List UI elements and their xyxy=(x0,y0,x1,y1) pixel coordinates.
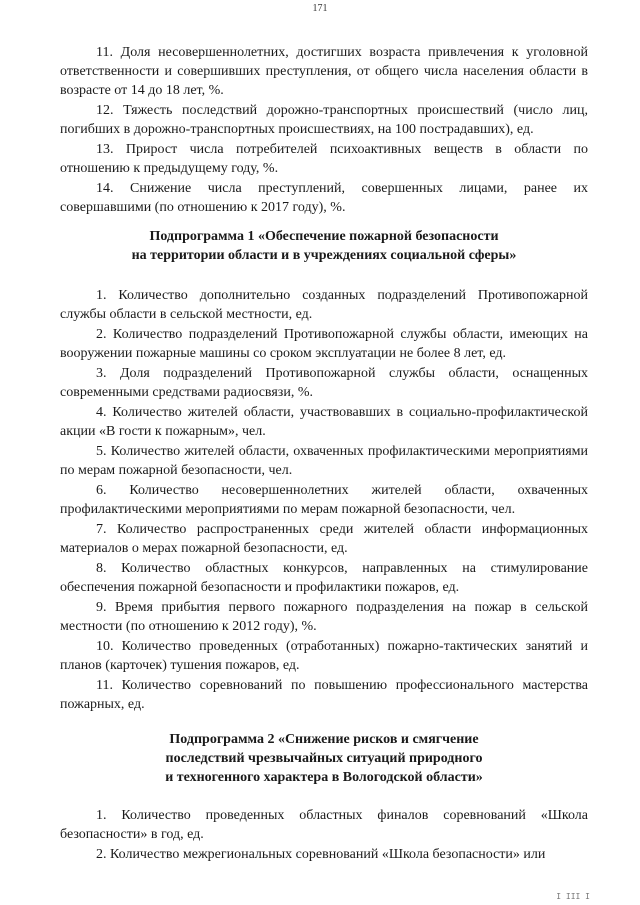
heading-line: и техногенного характера в Вологодской области» xyxy=(165,770,483,785)
list-item: 13. Прирост числа потребителей психоактивных веществ в области по отношению к предыдущему году, %. xyxy=(60,142,588,176)
list-item: 9. Время прибытия первого пожарного подразделения на пожар в сельской местности (по отношению к 2012 году), %. xyxy=(60,600,588,634)
document-body xyxy=(60,43,588,865)
list-item: 1. Количество дополнительно созданных подразделений Противопожарной службы области в сельской местности, ед. xyxy=(60,288,588,322)
subprogram-1-list xyxy=(60,286,588,714)
subprogram-2-heading xyxy=(60,730,588,787)
list-item: 11. Доля несовершеннолетних, достигших возраста привлечения к уголовной ответственности и совершивших преступления, от общего числа населения области в возрасте от 14 до 18 лет, %. xyxy=(60,45,588,98)
list-item: 2. Количество межрегиональных соревнований «Школа безопасности» или xyxy=(96,847,546,862)
section-0-list xyxy=(60,43,588,217)
heading-line: на территории области и в учреждениях социальной сферы» xyxy=(131,248,517,263)
list-item: 5. Количество жителей области, охваченных профилактическими мероприятиями по мерам пожарной безопасности, чел. xyxy=(60,444,588,478)
list-item: 6. Количество несовершеннолетних жителей области, охваченных профилактическими мероприятиями по мерам пожарной безопасности, чел. xyxy=(60,483,588,517)
list-item: 10. Количество проведенных (отработанных) пожарно-тактических занятий и планов (карточек) тушения пожаров, ед. xyxy=(60,639,588,673)
subprogram-1-heading xyxy=(60,227,588,265)
heading-line: Подпрограмма 1 «Обеспечение пожарной безопасности xyxy=(149,229,499,244)
scan-mark: I III I xyxy=(556,892,590,901)
heading-line: Подпрограмма 2 «Снижение рисков и смягчение xyxy=(169,732,479,747)
list-item: 3. Доля подразделений Противопожарной службы области, оснащенных современными средствами радиосвязи, %. xyxy=(60,366,588,400)
page-number: 171 xyxy=(312,3,328,14)
subprogram-2-list xyxy=(60,806,588,864)
list-item: 11. Количество соревнований по повышению профессионального мастерства пожарных, ед. xyxy=(60,678,588,712)
list-item: 1. Количество проведенных областных финалов соревнований «Школа безопасности» в год, ед. xyxy=(60,808,588,842)
list-item: 2. Количество подразделений Противопожарной службы области, имеющих на вооружении пожарные машины со сроком эксплуатации не более 8 лет, ед. xyxy=(60,327,588,361)
list-item: 4. Количество жителей области, участвовавших в социально-профилактической акции «В гости к пожарным», чел. xyxy=(60,405,588,439)
list-item: 7. Количество распространенных среди жителей области информационных материалов о мерах пожарной безопасности, ед. xyxy=(60,522,588,556)
list-item: 14. Снижение числа преступлений, совершенных лицами, ранее их совершавшими (по отношению к 2017 году), %. xyxy=(60,181,588,215)
heading-line: последствий чрезвычайных ситуаций природного xyxy=(165,751,483,766)
list-item: 12. Тяжесть последствий дорожно-транспортных происшествий (число лиц, погибших в дорожно-транспортных происшествиях, на 100 пострадавших), ед. xyxy=(60,103,588,137)
list-item: 8. Количество областных конкурсов, направленных на стимулирование обеспечения пожарной безопасности и профилактики пожаров, ед. xyxy=(60,561,588,595)
